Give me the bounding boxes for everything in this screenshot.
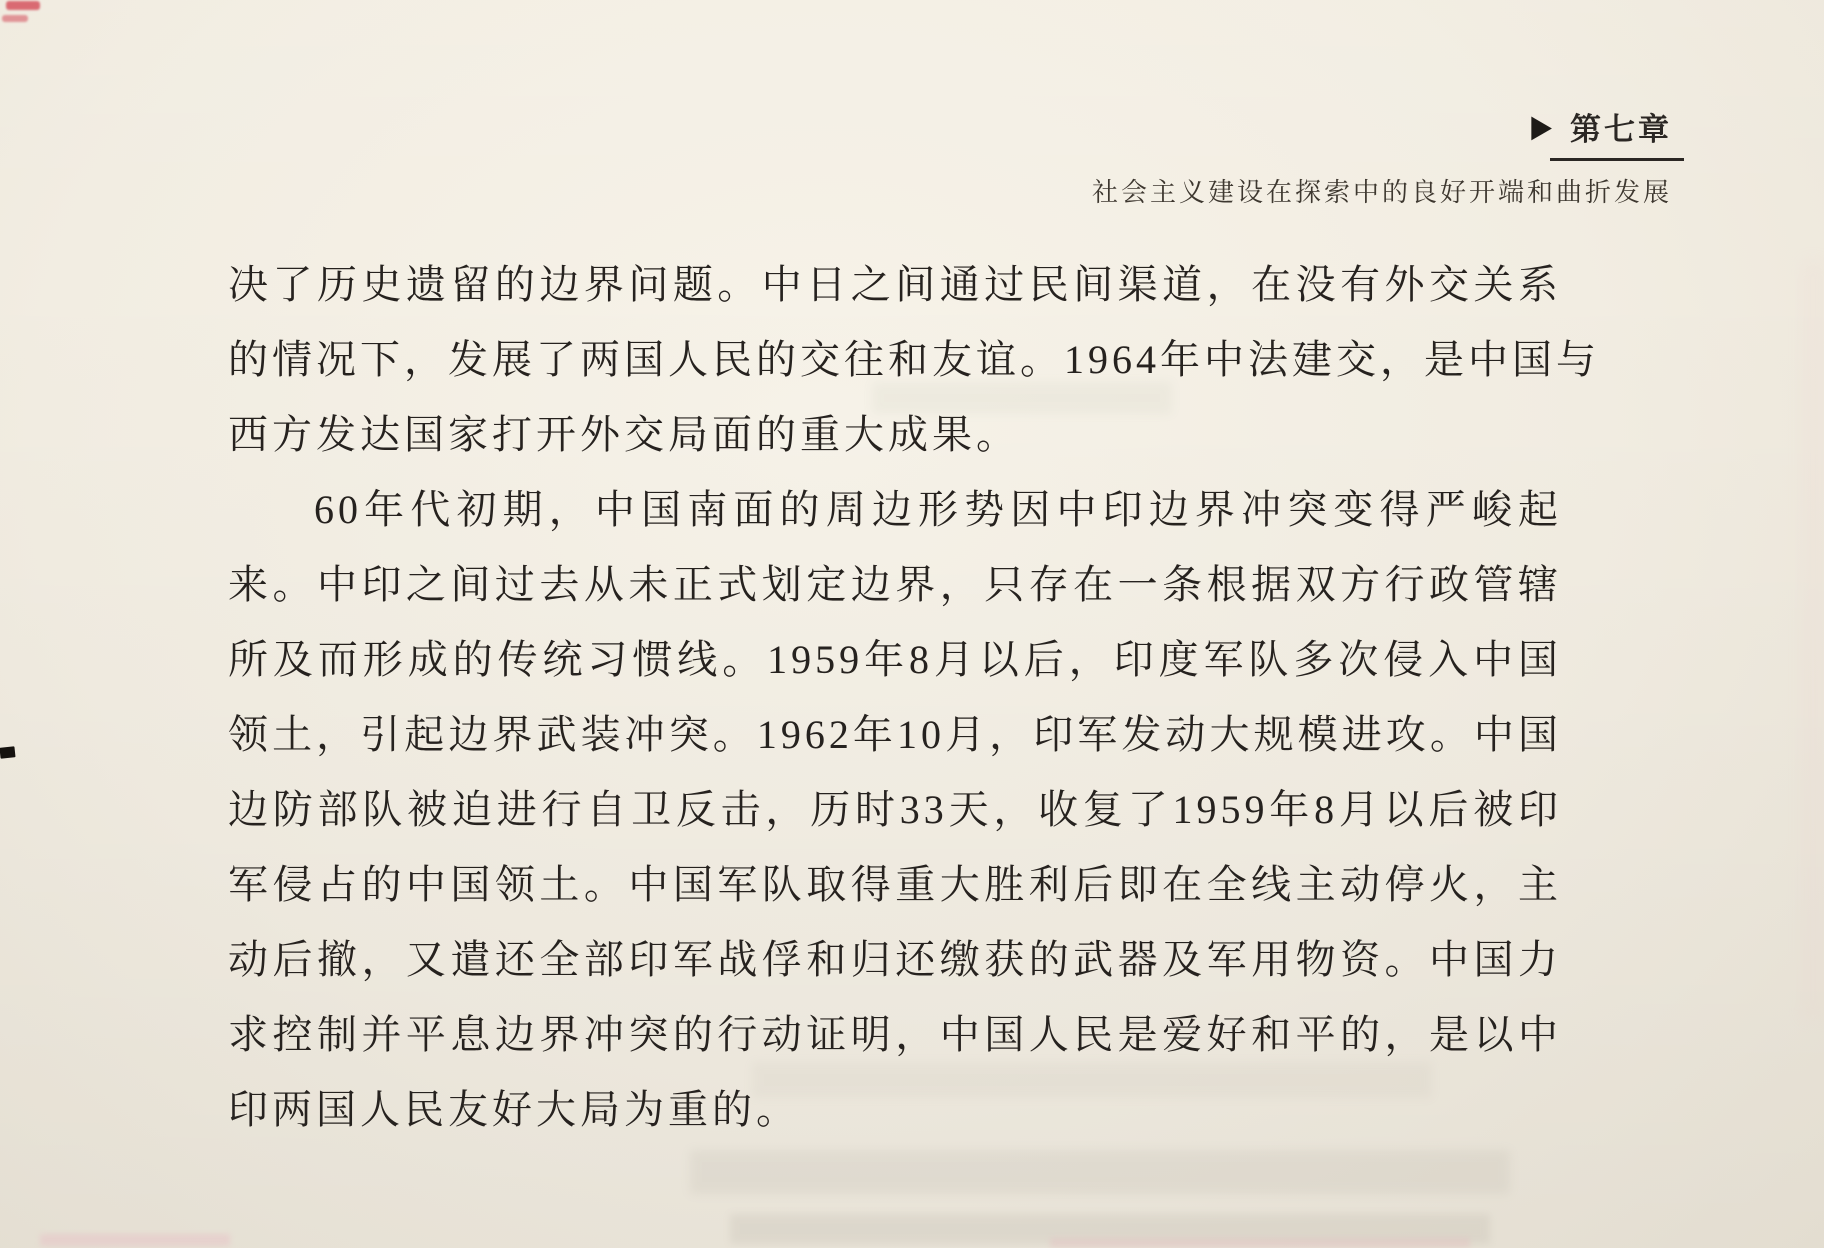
text-line: 边防部队被迫进行自卫反击，历时33天，收复了1959年8月以后被印 <box>228 787 1562 832</box>
text-line: 决了历史遗留的边界问题。中日之间通过民间渠道，在没有外交关系 <box>228 262 1562 307</box>
scan-red-smudge <box>2 15 28 22</box>
text-line: 印两国人民友好大局为重的。 <box>228 1087 800 1132</box>
body-text <box>228 247 1600 1147</box>
text-line: 动后撤，又遣还全部印军战俘和归还缴获的武器及军用物资。中国力 <box>228 937 1562 982</box>
text-line: 领土，引起边界武装冲突。1962年10月，印军发动大规模进攻。中国 <box>228 712 1562 757</box>
chapter-underline-divider <box>1550 158 1684 161</box>
text-line-paragraph-start: 60年代初期，中国南面的周边形势因中印边界冲突变得严峻起 <box>314 487 1562 532</box>
scan-red-smudge <box>6 1 40 10</box>
text-line: 求控制并平息边界冲突的行动证明，中国人民是爱好和平的，是以中 <box>228 1012 1562 1057</box>
chapter-title: 第七章 <box>1570 112 1672 147</box>
text-line: 军侵占的中国领土。中国军队取得重大胜利后即在全线主动停火，主 <box>228 862 1562 907</box>
scan-pink-smudge <box>40 1234 230 1246</box>
scan-pink-smudge <box>1802 260 1824 1020</box>
triangle-marker-icon: ▶ <box>1531 108 1552 144</box>
scan-pink-smudge <box>1050 1238 1470 1248</box>
chapter-row <box>1092 104 1672 149</box>
text-line: 来。中印之间过去从未正式划定边界，只存在一条根据双方行政管辖 <box>228 562 1562 607</box>
text-line: 西方发达国家打开外交局面的重大成果。 <box>228 412 1020 457</box>
ink-bleed-ghost <box>690 1150 1510 1194</box>
ink-bleed-ghost <box>730 1214 1490 1244</box>
page-header <box>1092 104 1672 209</box>
chapter-subtitle: 社会主义建设在探索中的良好开端和曲折发展 <box>1091 178 1672 207</box>
page-edge-mark <box>0 746 16 759</box>
text-line: 的情况下，发展了两国人民的交往和友谊。1964年中法建交，是中国与 <box>228 337 1600 382</box>
text-line: 所及而形成的传统习惯线。1959年8月以后，印度军队多次侵入中国 <box>228 637 1562 682</box>
